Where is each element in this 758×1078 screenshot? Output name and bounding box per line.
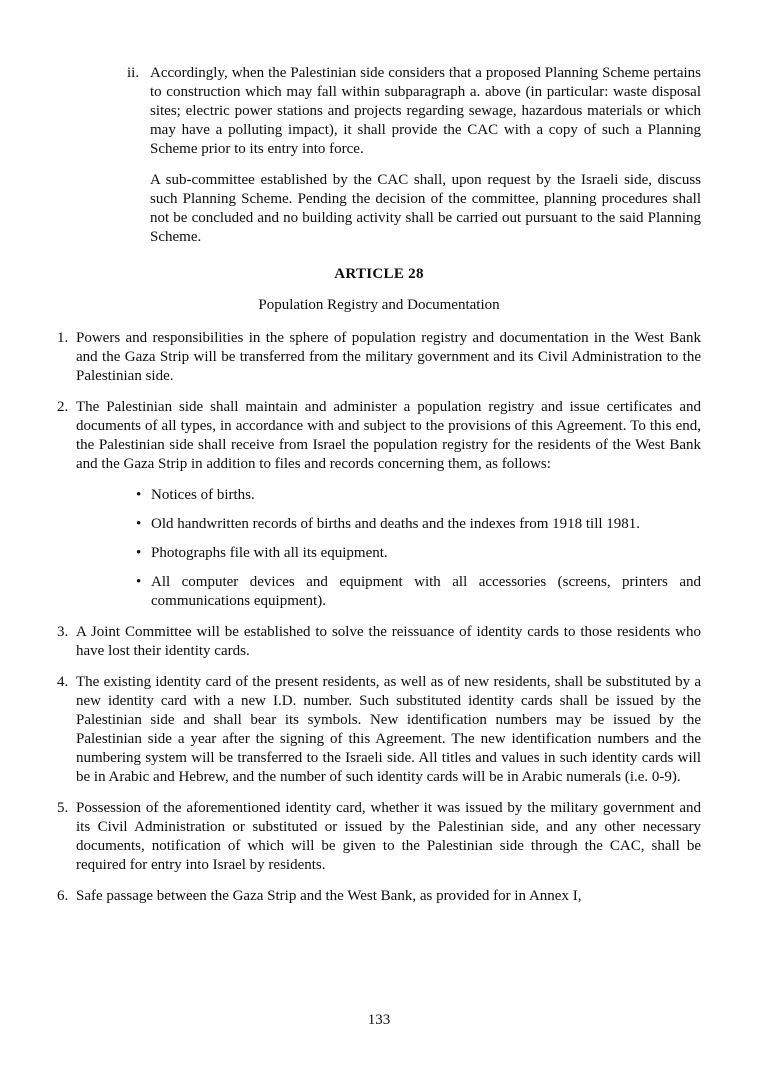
page-number: 133 [367,1012,391,1028]
item-6-text: Safe passage between the Gaza Strip and the West Bank, as provided for in Annex I, [76,888,582,904]
bullet-icon: • [136,487,142,503]
item-2-number: 2. [57,399,69,415]
clause-ii-row [127,64,701,247]
item-3-text: A Joint Committee will be established to solve the reissuance of identity cards to those residents who have lost their identity cards. [76,624,701,659]
item-5-number: 5. [57,800,69,816]
item-5-text: Possession of the aforementioned identity card, whether it was issued by the military government and its Civil Administration or substituted or issued by the Palestinian side, and any other necessary documents, notification of which will be given to the Palestinian side through the CAC, shall be required for entry into Israel by residents. [76,800,701,873]
clause-ii-body [150,64,701,247]
bullet-item-1 [136,486,701,505]
bullet-4-text: All computer devices and equipment with all accessories (screens, printers and communications equipment). [151,574,701,609]
bullet-list [57,486,701,611]
bullet-1-text: Notices of births. [151,487,255,503]
item-4-number: 4. [57,674,69,690]
item-6-number: 6. [57,888,69,904]
bullet-icon: • [136,516,142,532]
article-subtitle: Population Registry and Documentation [258,297,500,313]
article-title: ARTICLE 28 [334,266,424,282]
bullet-2-text: Old handwritten records of births and deaths and the indexes from 1918 till 1981. [151,516,641,532]
item-1-number: 1. [57,330,69,346]
clause-ii-paragraph-1: Accordingly, when the Palestinian side considers that a proposed Planning Scheme pertains to construction which may fall within subparagraph a. above (in particular: waste disposal sites; electric power stations and projects regarding sewage, hazardous materials or which may have a polluting impact), it shall provide the CAC with a copy of such a Planning Scheme prior to its entry into force. [150,65,701,157]
bullet-icon: • [136,545,142,561]
item-1-text: Powers and responsibilities in the sphere of population registry and documentation in the West Bank and the Gaza Strip will be transferred from the military government and its Civil Administration to the Palestinian side. [76,330,701,384]
numbered-item-3 [57,623,701,661]
clause-ii-paragraph-2: A sub-committee established by the CAC shall, upon request by the Israeli side, discuss such Planning Scheme. Pending the decision of the committee, planning procedures shall not be concluded and no building activity shall be carried out pursuant to the said Planning Scheme. [150,172,701,245]
numbered-item-4 [57,673,701,787]
item-4-text: The existing identity card of the present residents, as well as of new residents, shall be substituted by a new identity card with a new I.D. number. Such substituted identity cards shall be issued by the Palestinian side and shall bear its symbols. New identification numbers may be issued by the Palestinian side a year after the signing of this Agreement. The new identification numbers and the numbering system will be transferred to the Israeli side. All titles and values in such identity cards will be in Arabic and Hebrew, and the number of such identity cards will be in Arabic numerals (i.e. 0-9). [76,674,701,785]
bullet-3-text: Photographs file with all its equipment. [151,545,388,561]
numbered-item-5 [57,799,701,875]
numbered-item-6 [57,887,701,906]
bullet-item-4 [136,573,701,611]
item-2-text: The Palestinian side shall maintain and administer a population registry and issue certificates and documents of all types, in accordance with and subject to the provisions of this Agreement. To this end, the Palestinian side shall receive from Israel the population registry for the residents of the West Bank and the Gaza Strip in addition to files and records concerning them, as follows: [76,399,701,472]
numbered-item-2 [57,398,701,474]
clause-ii-label: ii. [127,65,140,81]
bullet-item-3 [136,544,701,563]
numbered-item-1 [57,329,701,386]
bullet-item-2 [136,515,701,534]
bullet-icon: • [136,574,142,590]
item-3-number: 3. [57,624,69,640]
clause-ii [127,64,701,247]
